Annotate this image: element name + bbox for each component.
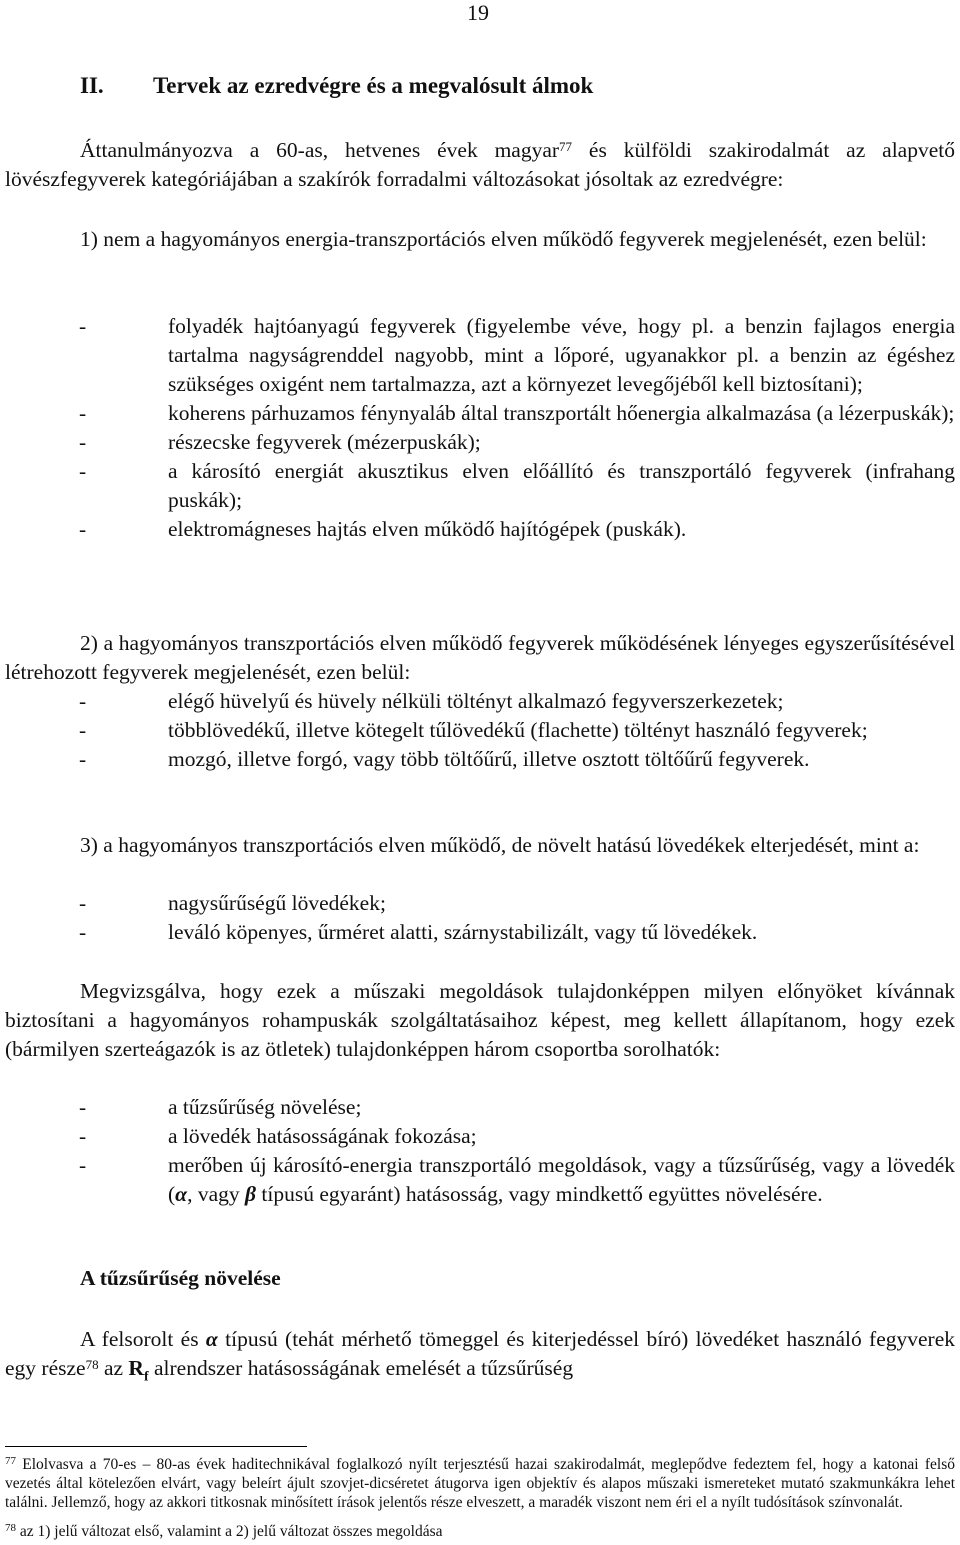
list-item: - a károsító energiát akusztikus elven előállító és transzportáló fegyverek (infrahang puskák); <box>79 459 955 512</box>
intro-text: Áttanulmányozva a 60-as, hetvenes évek magyar <box>80 138 560 162</box>
section1-lead: 1) nem a hagyományos energia-transzportációs elven működő fegyverek megjelenését, ezen belül: <box>80 227 927 251</box>
footnote-ref-78: 78 <box>85 1357 99 1372</box>
analysis-list <box>5 1093 955 1209</box>
section1-list <box>5 312 955 544</box>
section2-lead: 2) a hagyományos transzportációs elven működő fegyverek működésének lényeges egyszerűsítésével létrehozott fegyverek megjelenését, ezen belül: <box>5 631 955 684</box>
list-item: - mozgó, illetve forgó, vagy több töltőűrű, illetve osztott töltőűrű fegyverek. <box>79 747 810 771</box>
analysis-paragraph: Megvizsgálva, hogy ezek a műszaki megoldások tulajdonképpen milyen előnyöket kívánnak biztosítani a hagyományos rohampuskák szolgáltatásaihoz képest, meg kellett állapítanom, hogy ezek (bármilyen szerteágazók is az ötletek) tulajdonképpen három csoportba sorolhatók: <box>5 979 955 1061</box>
footnote-number: 78 <box>5 1522 16 1534</box>
list-item: - a lövedék hatásosságának fokozása; <box>79 1124 477 1148</box>
footnote-number: 77 <box>5 1455 16 1467</box>
section3-lead: 3) a hagyományos transzportációs elven működő, de növelt hatású lövedékek elterjedését, mint a: <box>80 833 920 857</box>
section3-list <box>5 889 955 947</box>
beta-symbol: β <box>245 1182 257 1206</box>
list-item: - leváló köpenyes, űrméret alatti, szárnystabilizált, vagy tű lövedékek. <box>79 920 758 944</box>
intro-paragraph <box>5 136 955 194</box>
list-item: - a tűzsűrűség növelése; <box>79 1095 362 1119</box>
footnote-77 <box>5 1455 955 1512</box>
footnote-ref-77: 77 <box>559 139 573 154</box>
footnote-text: az 1) jelű változat első, valamint a 2) jelű változat összes megoldása <box>19 1523 443 1540</box>
alpha-symbol: α <box>175 1182 188 1206</box>
section-subheading: A tűzsűrűség növelése <box>80 1266 281 1290</box>
chapter-numeral: II. <box>80 73 104 98</box>
list-item: - folyadék hajtóanyagú fegyverek (figyelembe véve, hogy pl. a benzin fajlagos energia tartalma nagyságrenddel nagyobb, mint a lőporé, ugyanakkor pl. a benzin az égéshez szükséges oxigént nem tartalmazza, azt a környezet levegőjéből kell biztosítani); <box>79 314 955 396</box>
footnote-text: Elolvasva a 70-es – 80-as évek haditechnikával foglalkozó nyílt terjesztésű hazai szakirodalmát, meglepődve fedeztem fel, hogy a katonai felső vezetés által kötelezően elvárt, vagy beleírt ájult szovjet-dicséretet átugorva igen objektív és alapos műszaki ismereteket mutató szakmunkákra lehet találni. Jellemző, hogy az akkori titkosnak minősített írások jelentős része elveszett, a maradék viszont nem éri el a nyílt tudósítások színvonalát. <box>5 1456 955 1511</box>
r-symbol: R <box>128 1356 144 1380</box>
list-item: - merőben új károsító-energia transzportáló megoldások, vagy a tűzsűrűség, vagy a lövedék (α, vagy β típusú egyaránt) hatásosság, vagy mindkettő együttes növelésére. <box>79 1153 955 1206</box>
list-item: - elektromágneses hajtás elven működő hajítógépek (puskák). <box>79 517 687 541</box>
list-item: - részecske fegyverek (mézerpuskák); <box>79 430 481 454</box>
chapter-heading <box>80 73 593 99</box>
page-number: 19 <box>467 0 489 25</box>
chapter-title: Tervek az ezredvégre és a megvalósult álmok <box>153 73 594 98</box>
intro-text-cont: és külföldi szakirodalmát az alapvető lövészfegyverek kategóriájában a szakírók forradalmi változásokat jósoltak az ezredvégre: <box>5 138 955 191</box>
list-item: - többlövedékű, illetve kötegelt tűlövedékű (flachette) töltényt használó fegyverek; <box>79 718 868 742</box>
section2-list <box>5 687 955 774</box>
list-item: - koherens párhuzamos fénynyaláb által transzportált hőenergia alkalmazása (a lézerpuskák); <box>79 401 955 425</box>
footnote-78 <box>5 1522 955 1541</box>
footnote-separator <box>5 1446 307 1447</box>
alpha-symbol: α <box>205 1327 218 1351</box>
last-paragraph: A felsorolt és α típusú (tehát mérhető tömeggel és kiterjedéssel bíró) lövedéket használó fegyverek egy része$^{78}$ az $R_f$ alrendszer hatásosságának emelését a tűzsűrűség <box>5 1327 955 1385</box>
r-subscript: f <box>143 1369 149 1385</box>
list-item: - elégő hüvelyű és hüvely nélküli töltényt alkalmazó fegyverszerkezetek; <box>79 689 784 713</box>
list-item: - nagysűrűségű lövedékek; <box>79 891 386 915</box>
